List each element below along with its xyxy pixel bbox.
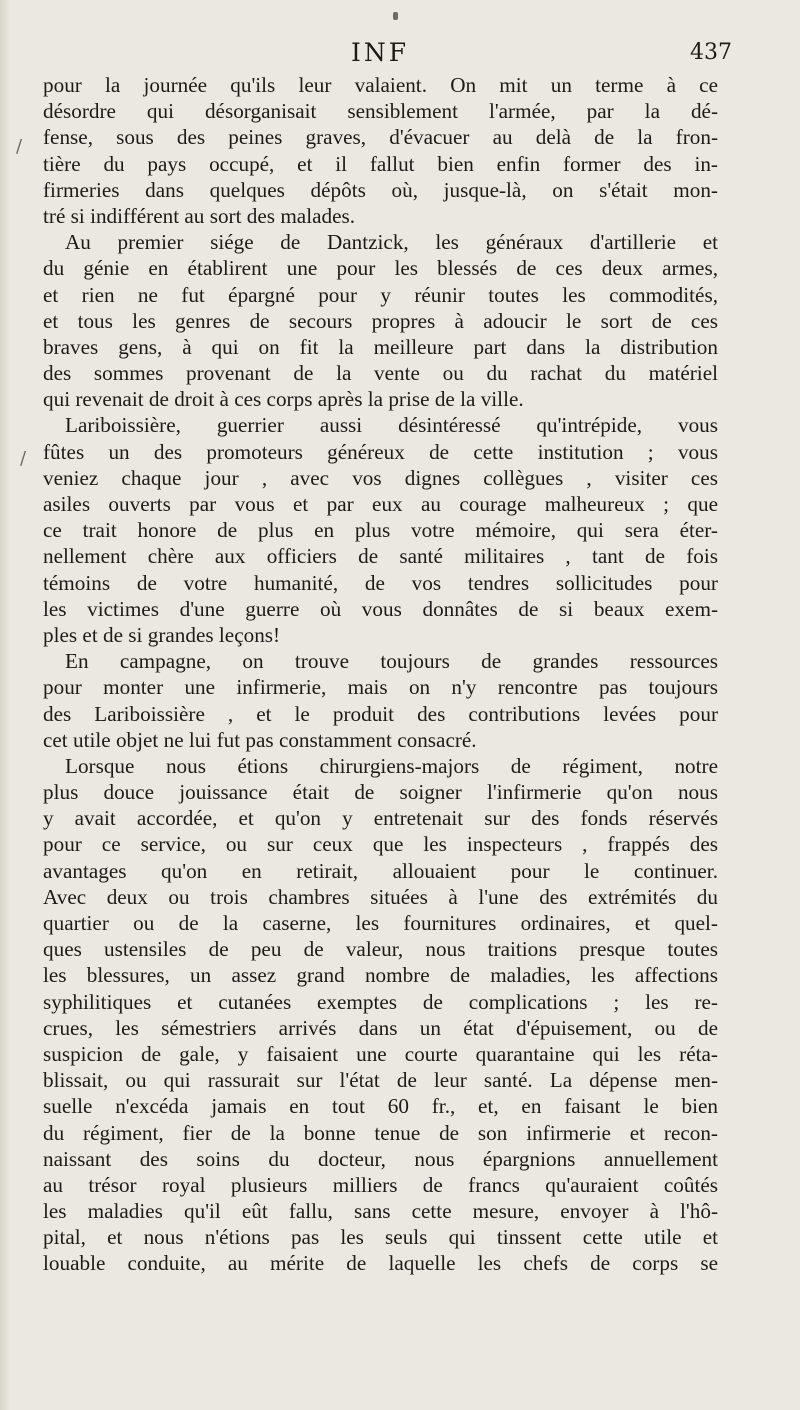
text-line: au trésor royal plusieurs milliers de francs qu'auraient coûtés	[43, 1172, 718, 1197]
text-line: louable conduite, au mérite de laquelle les chefs de corps se	[43, 1251, 718, 1276]
text-line: En campagne, on trouve toujours de grandes ressources	[65, 649, 718, 674]
paragraph	[43, 72, 718, 229]
text-line: ples et de si grandes leçons!	[43, 622, 281, 647]
text-line: des Lariboissière , et le produit des contributions levées pour	[43, 701, 718, 726]
text-line: désordre qui désorganisait sensiblement l'armée, par la dé-	[43, 99, 718, 124]
text-line: qui revenait de droit à ces corps après la prise de la ville.	[43, 387, 524, 412]
text-line: braves gens, à qui on fit la meilleure part dans la distribution	[43, 334, 718, 359]
text-line: firmeries dans quelques dépôts où, jusque-là, on s'était mon-	[43, 177, 718, 202]
paragraph	[43, 229, 718, 412]
text-line: Avec deux ou trois chambres situées à l'une des extrémités du	[43, 884, 718, 909]
text-line: suspicion de gale, y faisaient une courte quarantaine qui les réta-	[43, 1041, 718, 1066]
text-line: Au premier siége de Dantzick, les généraux d'artillerie et	[65, 230, 718, 255]
text-line: asiles ouverts par vous et par eux au courage malheureux ; que	[43, 492, 718, 516]
text-line: cet utile objet ne lui fut pas constamment consacré.	[43, 727, 477, 752]
text-line: et rien ne fut épargné pour y réunir toutes les commodités,	[43, 282, 718, 307]
margin-mark: /	[16, 136, 23, 157]
text-line: avantages qu'on en retirait, allouaient pour le continuer.	[43, 858, 718, 883]
text-line: tière du pays occupé, et il fallut bien enfin former des in-	[43, 151, 718, 176]
page-header	[0, 38, 800, 70]
text-line: les victimes d'une guerre où vous donnâtes de si beaux exem-	[43, 596, 718, 621]
text-line: Lorsque nous étions chirurgiens-majors de régiment, notre	[65, 753, 718, 778]
running-head: INF	[350, 38, 410, 67]
text-line: témoins de votre humanité, de vos tendres sollicitudes pour	[43, 570, 718, 595]
text-line: fûtes un des promoteurs généreux de cette institution ; vous	[43, 439, 718, 464]
paragraph	[43, 648, 718, 753]
paragraph	[43, 753, 718, 1277]
paragraph	[43, 412, 718, 648]
text-line: veniez chaque jour , avec vos dignes collègues , visiter ces	[43, 465, 718, 490]
text-line: quartier ou de la caserne, les fournitures ordinaires, et quel-	[43, 911, 718, 935]
text-line: les maladies qu'il eût fallu, sans cette mesure, envoyer à l'hô-	[43, 1199, 718, 1224]
page-number: 437	[690, 40, 732, 65]
text-line: du régiment, fier de la bonne tenue de son infirmerie et recon-	[43, 1120, 718, 1145]
text-line: ce trait honore de plus en plus votre mémoire, qui sera éter-	[43, 518, 718, 543]
margin-mark: /	[20, 448, 27, 469]
text-line: pital, et nous n'étions pas les seuls qui tinssent cette utile et	[43, 1225, 718, 1250]
text-line: et tous les genres de secours propres à adoucir le sort de ces	[43, 308, 718, 333]
text-line: les blessures, un assez grand nombre de maladies, les affections	[43, 963, 718, 988]
text-line: suelle n'excéda jamais en tout 60 fr., et, en faisant le bien	[43, 1094, 718, 1119]
text-line: blissait, ou qui rassurait sur l'état de leur santé. La dépense men-	[43, 1068, 718, 1093]
text-line: syphilitiques et cutanées exemptes de complications ; les re-	[43, 989, 718, 1014]
text-line: y avait accordée, et qu'on y entretenait sur des fonds réservés	[43, 806, 718, 831]
text-line: pour monter une infirmerie, mais on n'y rencontre pas toujours	[43, 675, 718, 700]
text-line: plus douce jouissance était de soigner l'infirmerie qu'on nous	[43, 780, 718, 805]
text-line: Lariboissière, guerrier aussi désintéressé qu'intrépide, vous	[65, 413, 718, 438]
text-line: des sommes provenant de la vente ou du rachat du matériel	[43, 361, 718, 386]
text-line: du génie en établirent une pour les blessés de ces deux armes,	[43, 256, 718, 281]
body-text	[43, 72, 718, 1332]
text-line: ques ustensiles de peu de valeur, nous traitions presque toutes	[43, 937, 718, 962]
text-line: crues, les sémestriers arrivés dans un état d'épuisement, ou de	[43, 1015, 718, 1040]
text-line: pour ce service, ou sur ceux que les inspecteurs , frappés des	[43, 832, 718, 857]
text-line: tré si indifférent au sort des malades.	[43, 203, 356, 228]
text-line: naissant des soins du docteur, nous épargnions annuellement	[43, 1146, 718, 1171]
ink-speck	[393, 12, 398, 20]
text-line: nellement chère aux officiers de santé militaires , tant de fois	[43, 544, 718, 569]
text-line: fense, sous des peines graves, d'évacuer au delà de la fron-	[43, 125, 718, 150]
text-line: pour la journée qu'ils leur valaient. On mit un terme à ce	[43, 73, 718, 97]
page-edge-shadow	[0, 0, 10, 1410]
